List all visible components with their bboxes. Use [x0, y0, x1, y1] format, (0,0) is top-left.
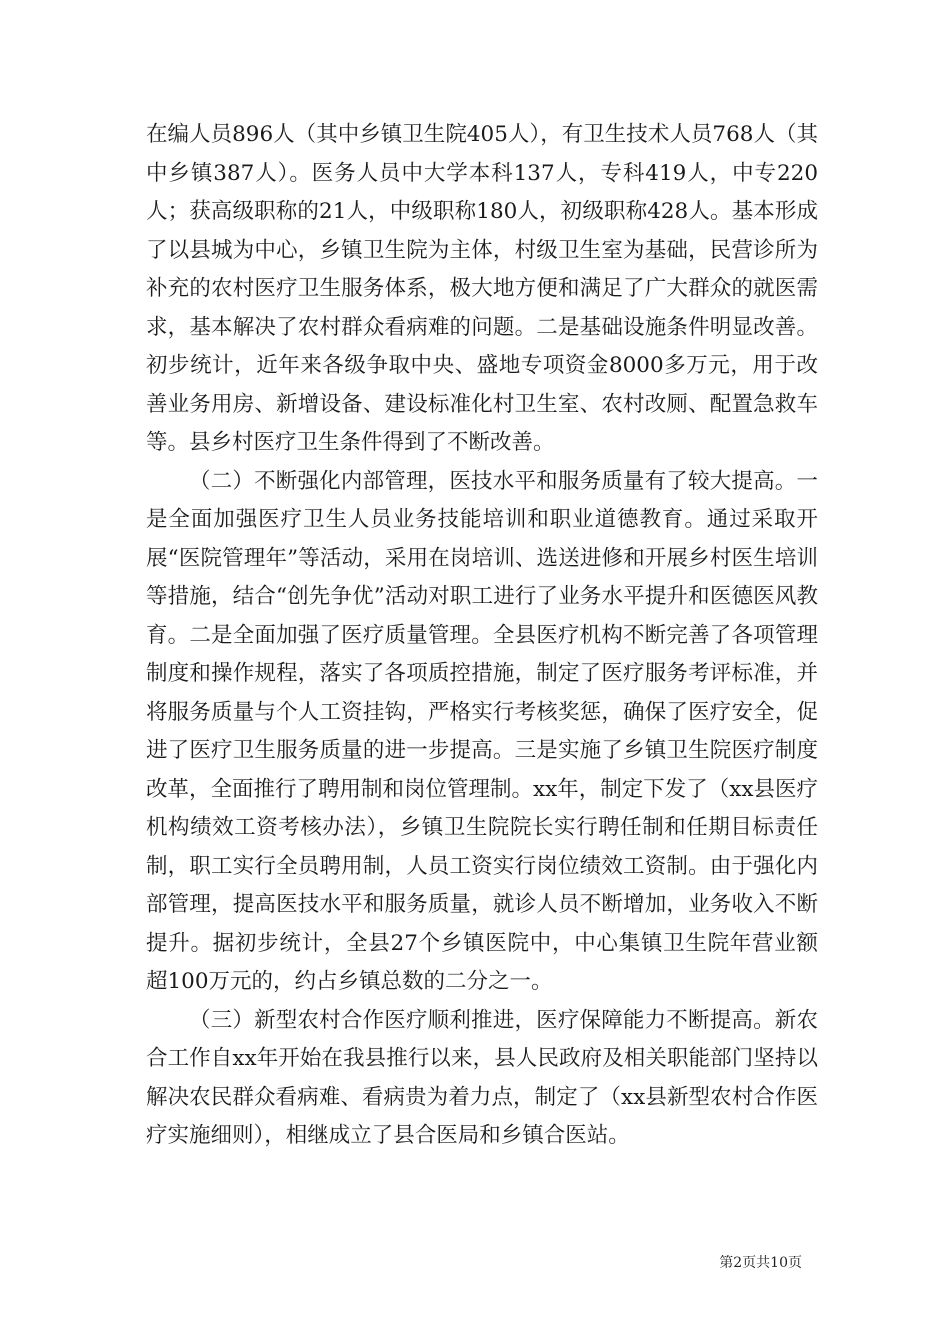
page-number: 第2页共10页	[719, 1255, 802, 1271]
paragraph-section-2: （二）不断强化内部管理，医技水平和服务质量有了较大提高。一是全面加强医疗卫生人员业务技能培训和职业道德教育。通过采取开展“医院管理年”等活动，采用在岗培训、选送进修和开展乡村医生培训等措施，结合“创先争优”活动对职工进行了业务水平提升和医德医风教育。二是全面加强了医疗质量管理。全县医疗机构不断完善了各项管理制度和操作规程，落实了各项质控措施，制定了医疗服务考评标准，并将服务质量与个人工资挂钩，严格实行考核奖惩，确保了医疗安全，促进了医疗卫生服务质量的进一步提高。三是实施了乡镇卫生院医疗制度改革，全面推行了聘用制和岗位管理制。xx年，制定下发了（xx县医疗机构绩效工资考核办法），乡镇卫生院院长实行聘任制和任期目标责任制，职工实行全员聘用制，人员工资实行岗位绩效工资制。由于强化内部管理，提高医技水平和服务质量，就诊人员不断增加，业务收入不断提升。据初步统计，全县27个乡镇医院中，中心集镇卫生院年营业额超100万元的，约占乡镇总数的二分之一。	[146, 468, 819, 994]
paragraph-section-3: （三）新型农村合作医疗顺利推进，医疗保障能力不断提高。新农合工作自xx年开始在我县推行以来，县人民政府及相关职能部门坚持以解决农民群众看病难、看病贵为着力点，制定了（xx县新型农村合作医疗实施细则），相继成立了县合医局和乡镇合医站。	[146, 1007, 818, 1148]
document-body	[146, 116, 818, 1156]
paragraph-continuation: 在编人员896人（其中乡镇卫生院405人），有卫生技术人员768人（其中乡镇387人）。医务人员中大学本科137人，专科419人，中专220人；获高级职称的21人，中级职称180人，初级职称428人。基本形成了以县城为中心，乡镇卫生院为主体，村级卫生室为基础，民营诊所为补充的农村医疗卫生服务体系，极大地方便和满足了广大群众的就医需求，基本解决了农村群众看病难的问题。二是基础设施条件明显改善。初步统计，近年来各级争取中央、盛地专项资金8000多万元，用于改善业务用房、新增设备、建设标准化村卫生室、农村改厕、配置急救车等。县乡村医疗卫生条件得到了不断改善。	[146, 122, 818, 455]
